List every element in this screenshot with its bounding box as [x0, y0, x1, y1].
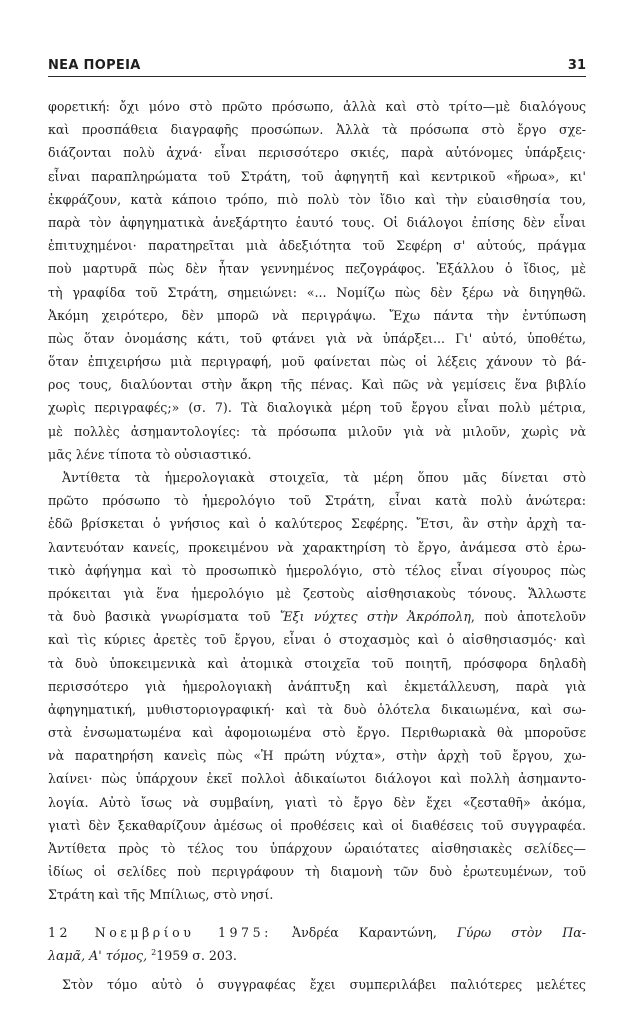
entry-publication: 1959 σ. 203.	[156, 947, 237, 963]
text-line: νὰ παρατηρήση κανεὶς πὼς «Ἡ πρώτη νύχτα», στὴν ἀρχὴ τοῦ ἔργου, χω-	[48, 748, 586, 764]
text-line: εἶναι παραπληρώματα τοῦ Στράτη, τοῦ ἀφηγητῆ καὶ κεντρικοῦ «ἥρωα», κι'	[48, 168, 586, 184]
text-line: τὴ γραφίδα τοῦ Στράτη, σημειώνει: «... Νομίζω πὼς δὲν ξέρω νὰ διηγηθῶ.	[48, 284, 586, 300]
text-line-with-title	[48, 605, 586, 628]
edition-superscript: 2	[151, 947, 157, 957]
entry-book-title: Γύρω στὸν Πα-	[457, 924, 586, 940]
text-line: καὶ τὶς κύριες ἀρετὲς τοῦ ἔργου, εἶναι ὁ στοχασμὸς καὶ ὁ αἰσθησιασμός· καὶ	[48, 632, 586, 648]
text-line: φορετική: ὄχι μόνο στὸ πρῶτο πρόσωπο, ἀλλὰ καὶ στὸ τρίτο—μὲ διαλόγους	[48, 99, 586, 114]
journal-title: ΝΕΑ ΠΟΡΕΙΑ	[48, 58, 141, 73]
text-line: ποὺ μαρτυρᾶ πὼς δὲν ἦταν γεννημένος πεζογράφος. Ἐξάλλου ὁ ἴδιος, μὲ	[48, 261, 586, 277]
paragraph-3	[48, 973, 586, 996]
text-line: μὲ πολλὲς ἀσημαντολογίες: τὰ πρόσωπα μιλοῦν γιὰ νὰ μιλοῦν, χωρὶς νὰ	[48, 423, 586, 439]
text-segment: τὰ δυὸ βασικὰ γνωρίσματα τοῦ	[48, 609, 271, 625]
text-line: περισσότερο γιὰ ἡμερολογιακὴ ἀνάπτυξη καὶ ἐκμετάλλευση, παρὰ γιὰ	[48, 678, 586, 694]
text-line: λαίνει· πὼς ὑπάρχουν ἐκεῖ πολλοὶ ἀδικαίωτοι διάλογοι καὶ πολλὴ ἀσημαντο-	[48, 771, 586, 787]
text-line: ἀφηγηματική, μυθιστοριογραφική· καὶ τὰ δυὸ ὁλότελα δικαιωμένα, καὶ σω-	[48, 701, 586, 717]
text-line: ἐδῶ βρίσκεται ὁ γνήσιος καὶ ὁ καλύτερος Σεφέρης. Ἔτσι, ἂν στὴν ἀρχὴ τα-	[48, 516, 586, 532]
text-line: χωρὶς περιγραφές;» (σ. 7). Τὰ διαλογικὰ μέρη τοῦ ἔργου εἶναι πολὺ μέτρια,	[48, 400, 586, 416]
text-line: διάζονται πολὺ ἀχνά· εἶναι περισσότερο σκιές, παρὰ αὐτόνομες ὑπάρξεις·	[48, 145, 586, 161]
running-head	[48, 54, 586, 77]
entry-heading-line	[48, 921, 586, 944]
text-line: τικὸ ἀφήγημα καὶ τὸ προσωπικὸ ἡμερολόγιο, στὸ τέλος εἶναι σίγουρος πὼς	[48, 562, 586, 578]
text-segment: , ποὺ ἀποτελοῦν	[470, 609, 586, 625]
text-line: Στράτη καὶ τῆς Μπίλιως, στὸ νησί.	[48, 887, 274, 903]
text-line: Στὸν τόμο αὐτὸ ὁ συγγραφέας ἔχει συμπεριλάβει παλιότερες μελέτες	[62, 976, 586, 992]
text-line: τὰ δυὸ ὑποκειμενικὰ καὶ ἀτομικὰ στοιχεῖα τοῦ ποιητῆ, πρόσφορα δηλαδὴ	[48, 655, 586, 671]
text-line: πὼς ὅταν ὀνομάσης κάτι, τοῦ φτάνει γιὰ νὰ ὑπάρξει... Γι' αὐτό, ὑποθέτω,	[48, 330, 586, 346]
text-line: Ἀκόμη χειρότερο, δὲν μπορῶ νὰ περιγράψω. Ἔχω πάντα τὴν ἐντύπωση	[48, 307, 586, 323]
text-line: ἐπιτυχημένοι· παρατηρεῖται μιὰ ἀδεξιότητα τοῦ Σεφέρη σ' αὐτούς, πράγμα	[48, 238, 586, 254]
text-line: ὅταν ἐπιχειρήσω μιὰ περιγραφή, μοῦ φαίνεται πὼς οἱ λέξεις χάνουν τὸ βά-	[48, 354, 586, 370]
paragraph-1	[48, 95, 586, 466]
entry-author: Ἀνδρέα Καραντώνη,	[292, 924, 437, 940]
text-line: λαντευόταν κανείς, προκειμένου νὰ χαρακτηρίση τὸ ἔργο, ἀνάμεσα στὸ ἐρω-	[48, 539, 586, 555]
text-line: ἰδίως οἱ σελίδες ποὺ περιγράφουν τὴ διαμονὴ τῶν δυὸ ἐρωτευμένων, τοῦ	[48, 864, 586, 880]
text-line: μᾶς λένε τίποτα τὸ οὐσιαστικό.	[48, 446, 252, 462]
text-line: παρὰ τὸν ἀφηγηματικὰ ἀνεξάρτητο ἑαυτό τους. Οἱ διάλογοι ἐπίσης δὲν εἶναι	[48, 214, 586, 230]
text-line: πρόκειται γιὰ ἕνα ἡμερολόγιο μὲ ζεστοὺς αἰσθησιακοὺς τόνους. Ἄλλωστε	[48, 585, 586, 601]
text-line: λογία. Αὐτὸ ἴσως νὰ συμβαίνη, γιατὶ τὸ ἔργο δὲν ἔχει «ζεσταθῆ» ἀκόμα,	[48, 794, 586, 810]
journal-page	[48, 54, 586, 996]
spacer	[48, 907, 586, 921]
entry-book-title-cont: λαμᾶ, Α' τόμος,	[48, 947, 148, 963]
text-line: ἐκφράζουν, κατὰ κάποιο τρόπο, πιὸ πολὺ τὸν ἴδιο καὶ τὴν εὐαισθησία του,	[48, 191, 586, 207]
text-line: ρος τους, διαλύονται στὴν ἄκρη τῆς πένας. Καὶ πῶς νὰ γεμίσεις ἕνα βιβλίο	[48, 377, 586, 393]
text-line: γιατὶ δὲν ξεκαθαρίζουν ἀμέσως οἱ προθέσεις καὶ οἱ διαθέσεις τοῦ συγγραφέα.	[48, 817, 586, 833]
text-line: στὰ ἐνσωματωμένα καὶ ἀφομοιωμένα στὸ ἔργο. Περιθωριακὰ θὰ μποροῦσε	[48, 725, 586, 741]
page-number: 31	[567, 58, 586, 73]
entry-heading-line	[48, 944, 586, 967]
entry-date: 12 Νοεμβρίου 1975:	[48, 924, 272, 940]
text-line: καὶ προσπάθεια διαγραφῆς προσώπων. Ἀλλὰ τὰ πρόσωπα στὸ ἔργο σχε-	[48, 122, 586, 138]
text-line: Ἀντίθετα τὰ ἡμερολογιακὰ στοιχεῖα, τὰ μέρη ὅπου μᾶς δίνεται στὸ	[62, 470, 586, 485]
text-line: Ἀντίθετα πρὸς τὸ τέλος του ὑπάρχουν ὡραιότατες αἰσθησιακὲς σελίδες—	[48, 841, 586, 856]
diary-entry	[48, 921, 586, 967]
paragraph-2	[48, 466, 586, 907]
book-title: Ἔξι νύχτες στὴν Ἀκρόπολη	[279, 609, 471, 625]
text-line: πρῶτο πρόσωπο τὸ ἡμερολόγιο τοῦ Στράτη, εἶναι κατὰ πολὺ ἀνώτερα:	[48, 493, 586, 509]
article-body	[48, 95, 586, 996]
